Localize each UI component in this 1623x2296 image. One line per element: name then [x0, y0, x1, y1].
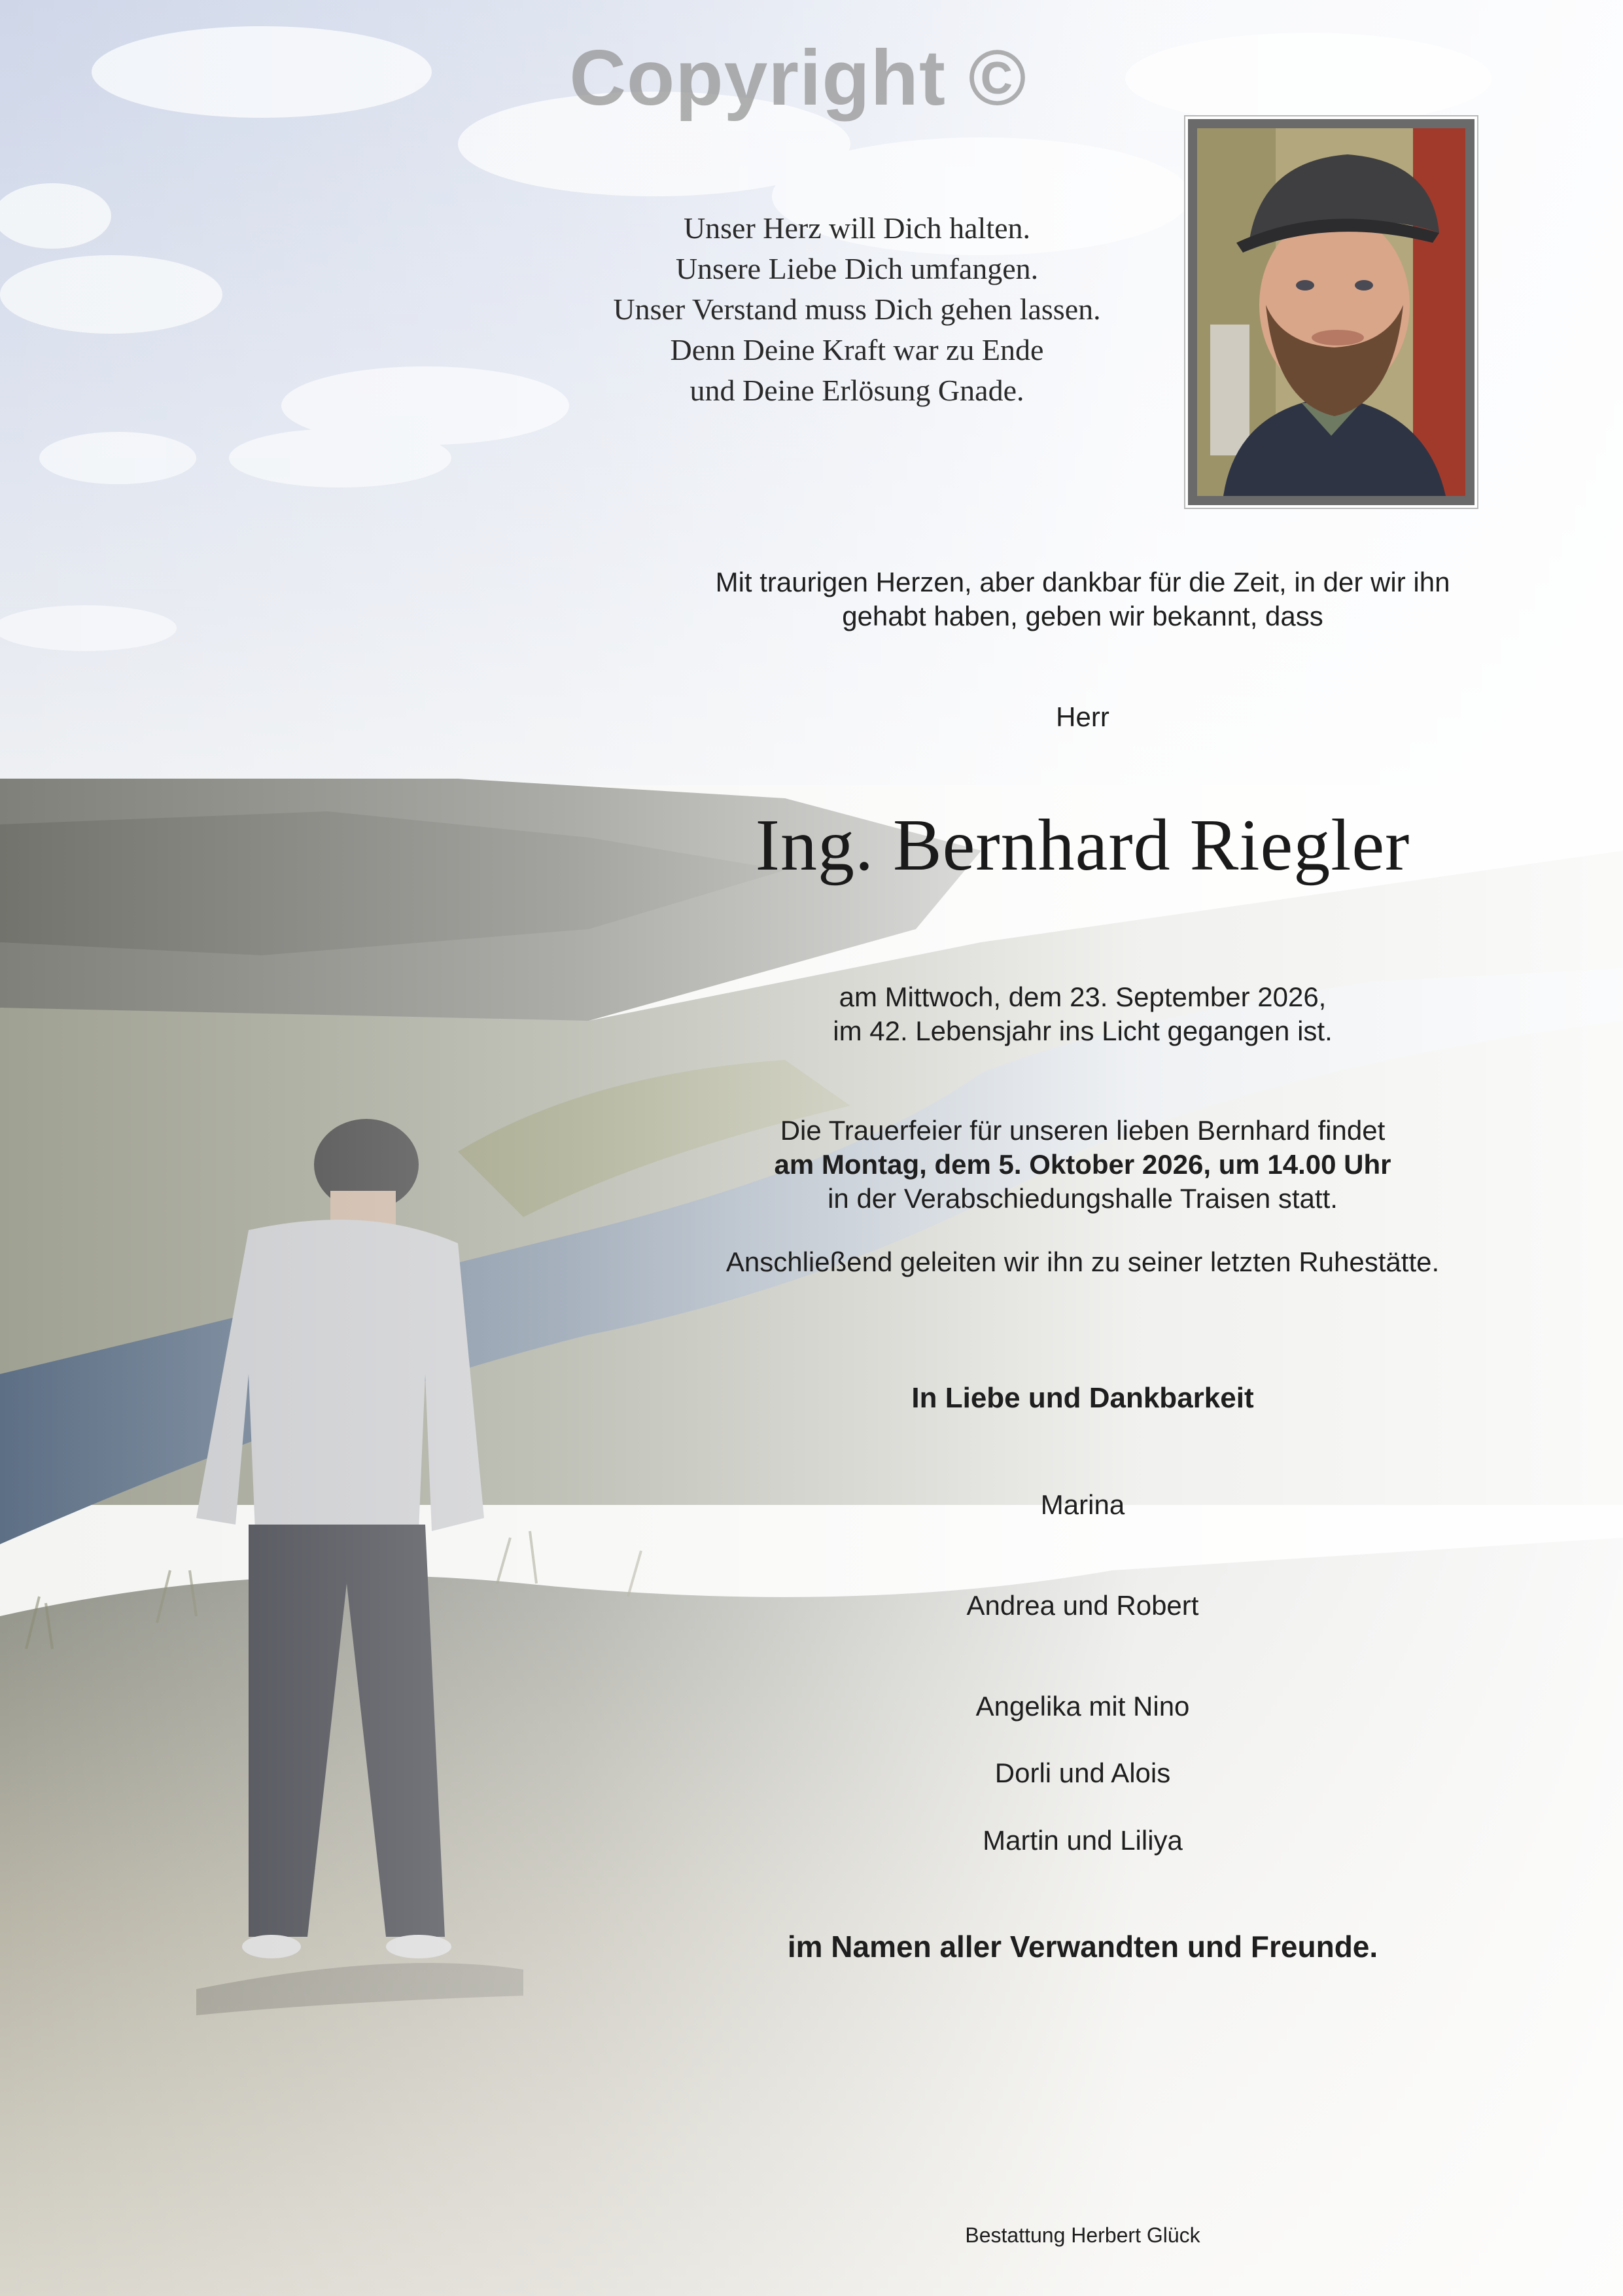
poem-line: und Deine Erlösung Gnade.	[689, 374, 1024, 407]
death-notice-line: im 42. Lebensjahr ins Licht gegangen ist.	[833, 1016, 1333, 1046]
death-notice	[621, 980, 1544, 1048]
poem	[458, 208, 1256, 411]
love-and-gratitude-line: In Liebe und Dankbarkeit	[911, 1382, 1254, 1414]
mourner-name: Marina	[1040, 1489, 1125, 1520]
death-notice-line: am Mittwoch, dem 23. September 2026,	[839, 981, 1327, 1012]
salutation: Herr	[1056, 701, 1109, 732]
mourner-name: Angelika mit Nino	[975, 1691, 1190, 1722]
portrait-image	[1197, 128, 1465, 496]
poem-line: Denn Deine Kraft war zu Ende	[670, 333, 1044, 366]
copyright-watermark: Copyright ©	[569, 34, 1027, 122]
intro-line: Mit traurigen Herzen, aber dankbar für die Zeit, in der wir ihn	[715, 567, 1450, 597]
service-location: in der Verabschiedungshalle Traisen statt.	[828, 1183, 1338, 1214]
intro-text	[621, 565, 1544, 633]
portrait-photo	[1185, 116, 1477, 508]
service-line: Die Trauerfeier für unseren lieben Bernhard findet	[780, 1115, 1386, 1146]
undertaker-credit: Bestattung Herbert Glück	[965, 2223, 1200, 2247]
service-date-time: am Montag, dem 5. Oktober 2026, um 14.00 Uhr	[774, 1149, 1391, 1180]
burial-note: Anschließend geleiten wir ihn zu seiner letzten Ruhestätte.	[725, 1246, 1440, 1277]
deceased-name: Ing. Bernhard Riegler	[755, 805, 1410, 886]
intro-line: gehabt haben, geben wir bekannt, dass	[842, 601, 1323, 631]
poem-line: Unser Herz will Dich halten.	[683, 211, 1031, 245]
funeral-service-info	[621, 1114, 1544, 1216]
mourner-name: Dorli und Alois	[994, 1757, 1171, 1788]
mourner-name: Andrea und Robert	[966, 1590, 1199, 1621]
poem-line: Unsere Liebe Dich umfangen.	[675, 252, 1039, 285]
mourner-name: Martin und Liliya	[983, 1825, 1183, 1856]
poem-line: Unser Verstand muss Dich gehen lassen.	[613, 292, 1101, 326]
closing-line: im Namen aller Verwandten und Freunde.	[787, 1930, 1378, 1964]
